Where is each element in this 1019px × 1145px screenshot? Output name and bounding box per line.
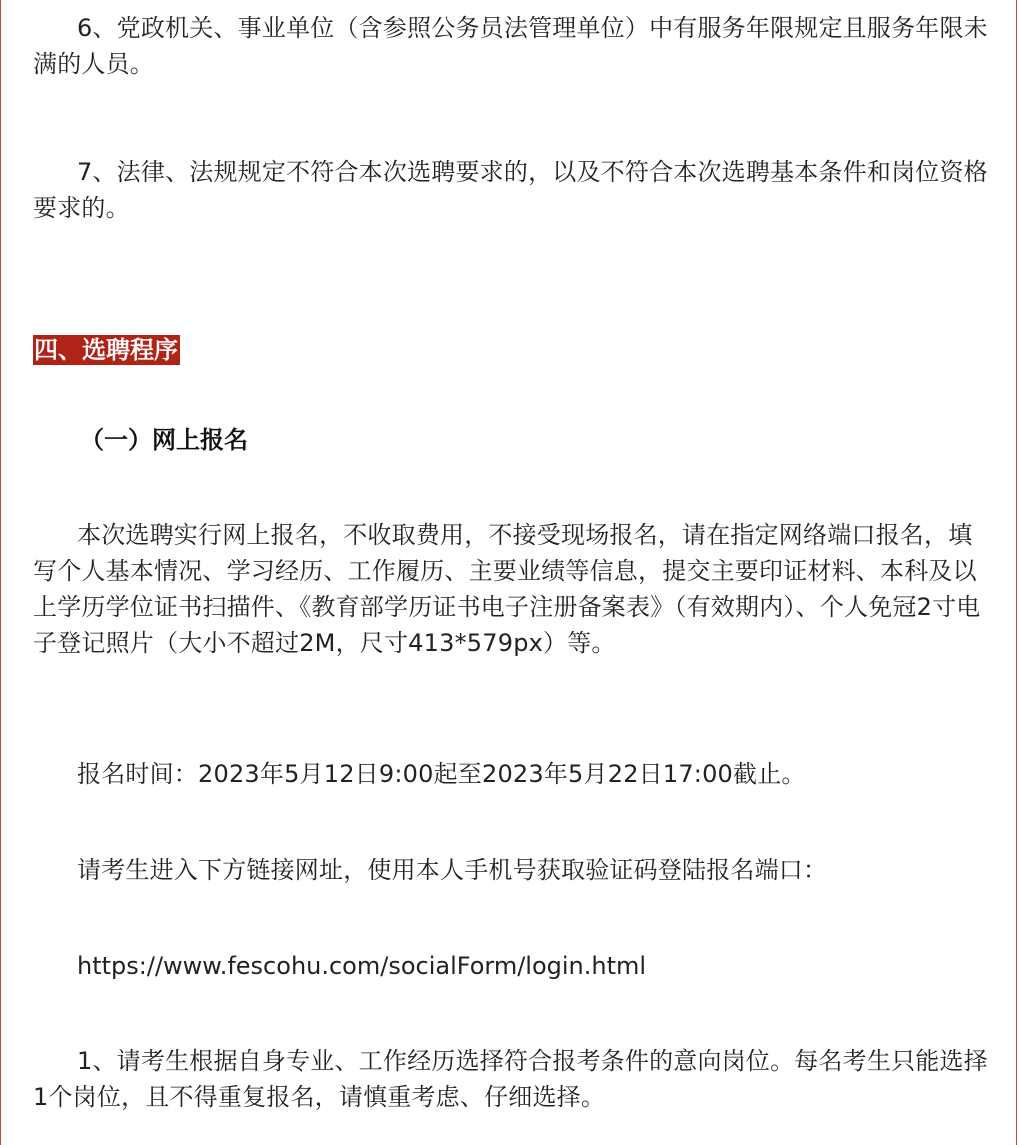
paragraph-registration-rules: 本次选聘实行网上报名，不收取费用，不接受现场报名，请在指定网络端口报名，填写个人基本情况、学习经历、工作履历、主要业绩等信息，提交主要印证材料、本科及以上学历学位证书扫描件、《教育部学历证书电子注册备案表》（有效期内）、个人免冠2寸电子登记照片（大小不超过2M，尺寸413*579px）等。 [33, 521, 981, 657]
paragraph-item-6: 6、党政机关、事业单位（含参照公务员法管理单位）中有服务年限规定且服务年限未满的人员。 [33, 14, 988, 78]
paragraph-link-instruction: 请考生进入下方链接网址，使用本人手机号获取验证码登陆报名端口： [77, 856, 828, 884]
section-4-title: 四、选聘程序 [34, 336, 178, 364]
subsection-online-registration-title: （一）网上报名 [80, 426, 248, 454]
paragraph-item-7: 7、法律、法规规定不符合本次选聘要求的，以及不符合本次选聘基本条件和岗位资格要求的。 [33, 158, 988, 222]
right-border [1016, 0, 1017, 1145]
paragraph-registration-time: 报名时间：2023年5月12日9:00起至2023年5月22日17:00截止。 [77, 760, 806, 788]
registration-url-link[interactable]: https://www.fescohu.com/socialForm/login.html [77, 952, 647, 980]
paragraph-note-1: 1、请考生根据自身专业、工作经历选择符合报考条件的意向岗位。每名考生只能选择1个岗位，且不得重复报名，请慎重考虑、仔细选择。 [33, 1047, 988, 1111]
left-border [0, 0, 1, 1145]
